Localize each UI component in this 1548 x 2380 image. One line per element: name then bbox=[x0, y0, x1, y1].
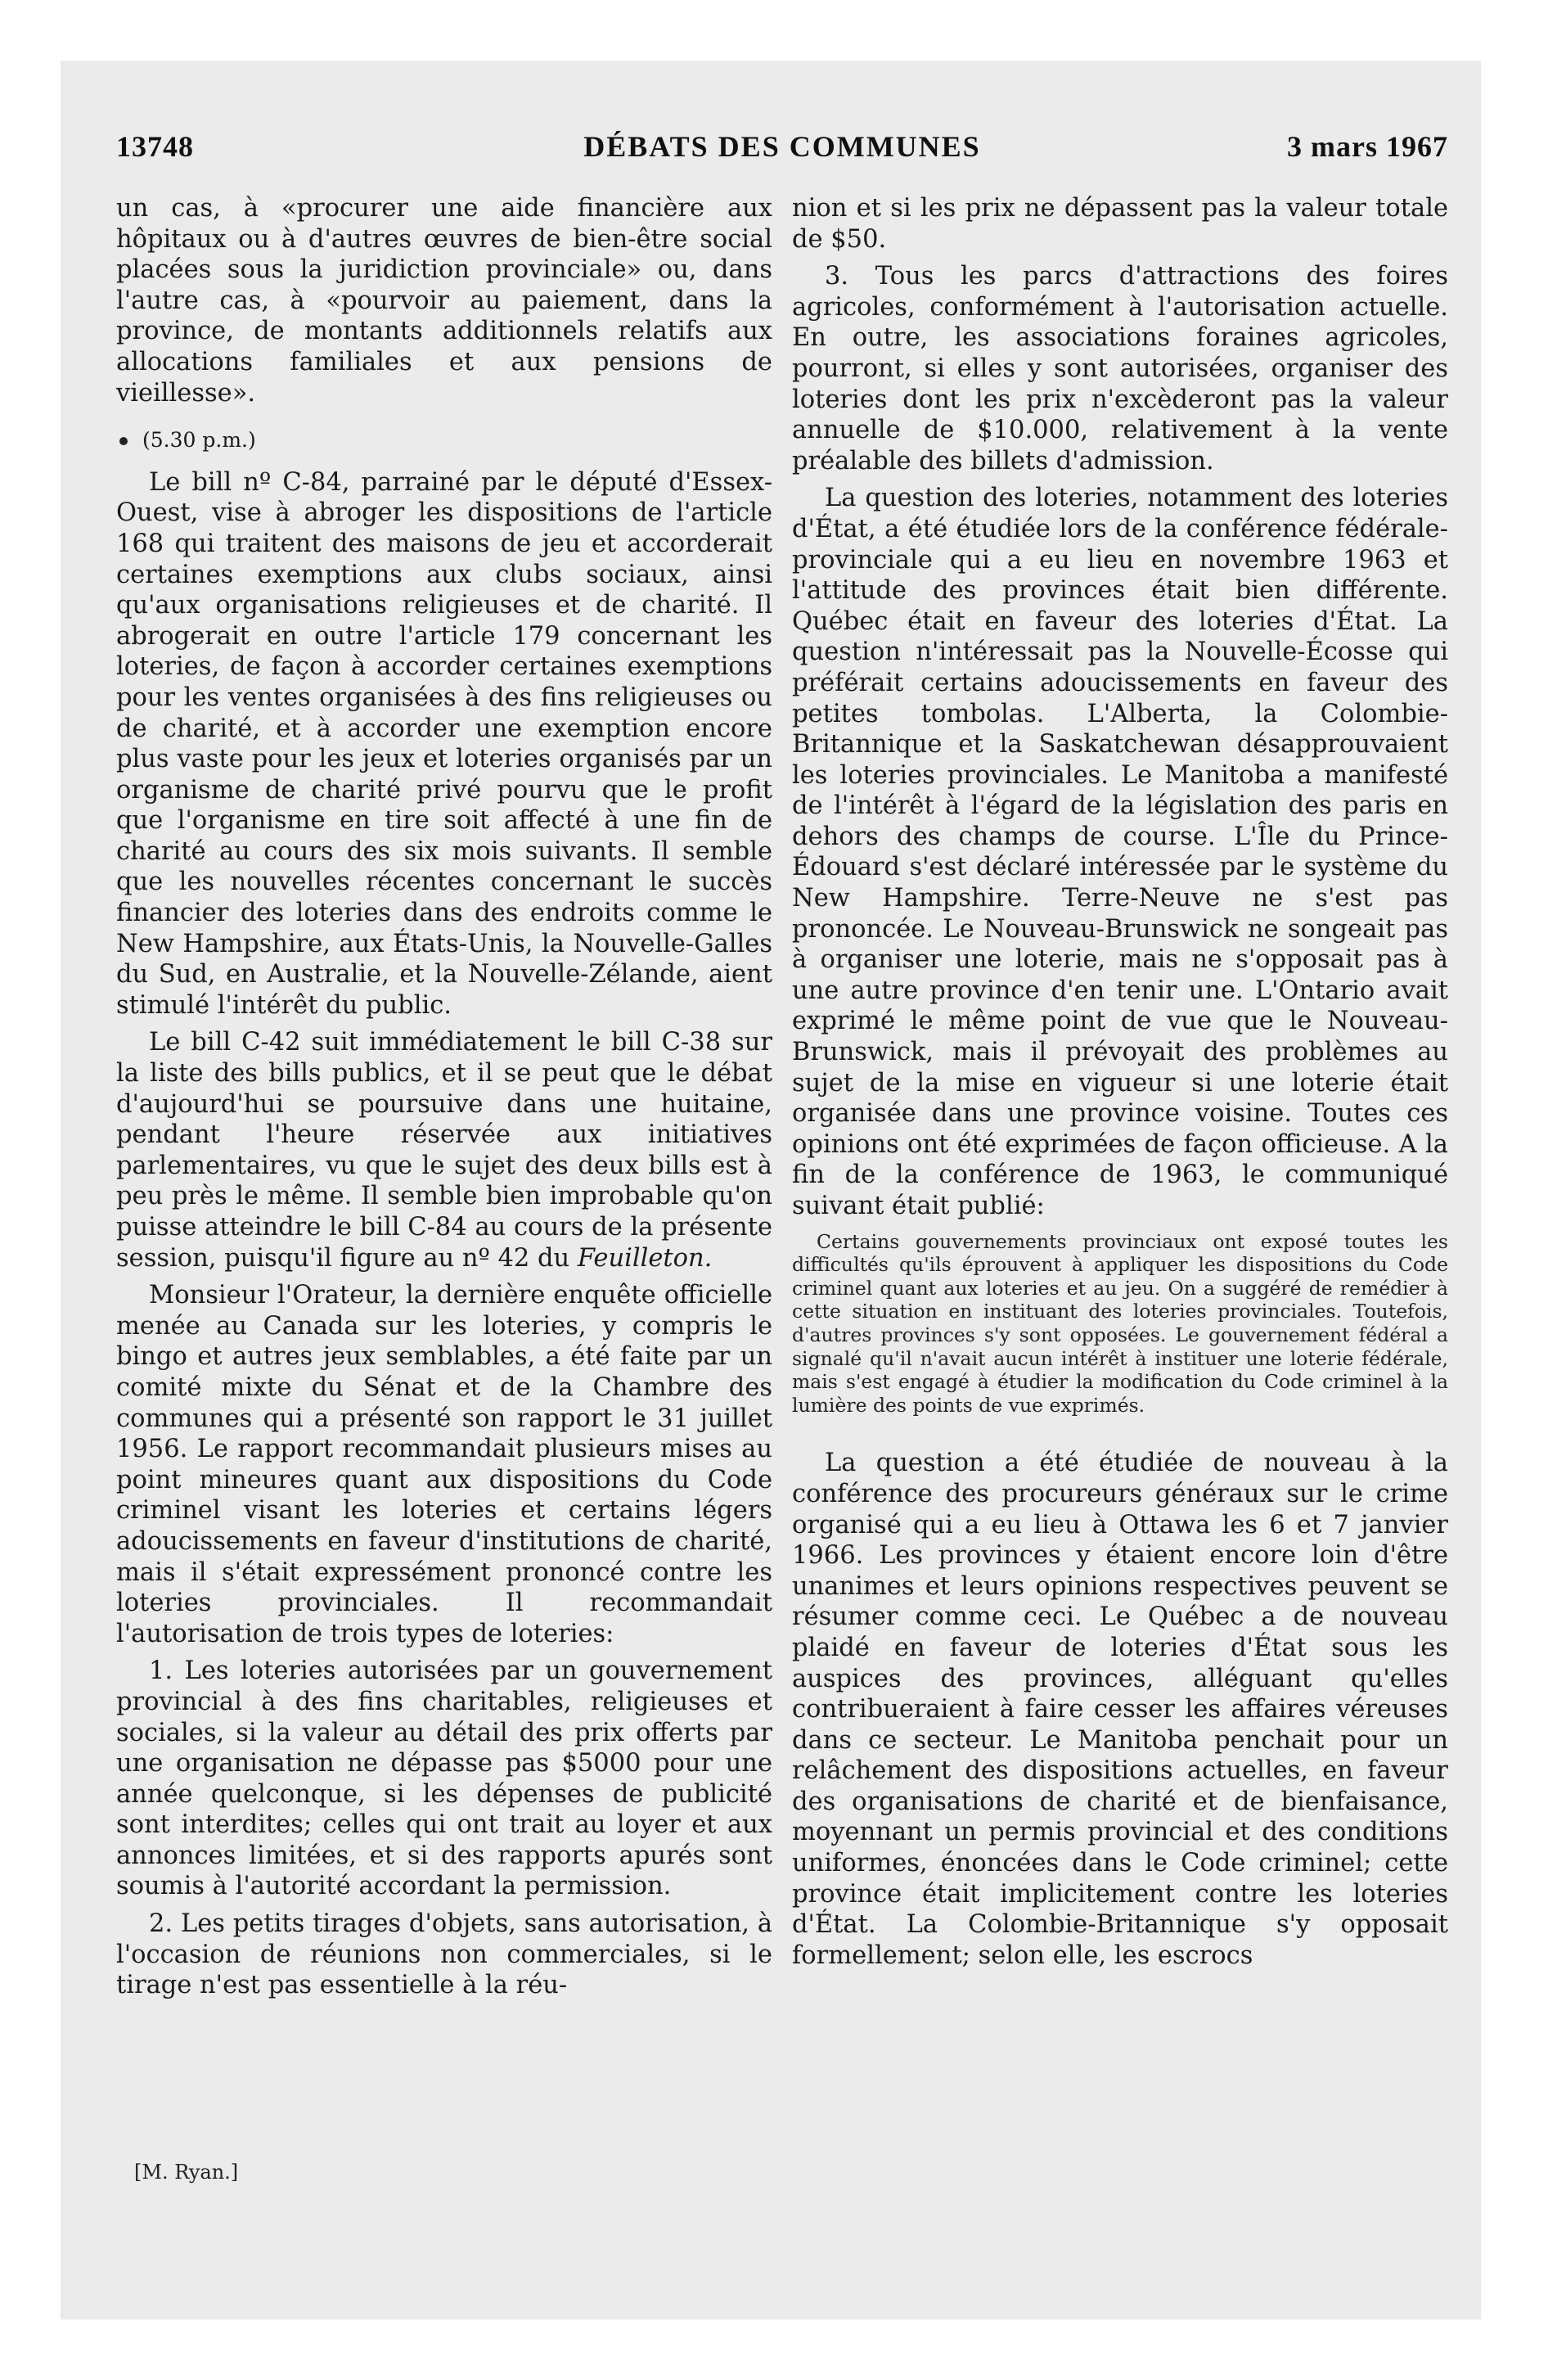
block-quote: Certains gouvernements provinciaux ont exposé toutes les difficultés qu'ils éprouvent à appliquer les dispositions du Code criminel quant aux loteries et au jeu. On a suggéré de remédier à cette situation en instituant des loteries provinciales. Toutefois, d'autres provinces s'y sont opposées. Le gouvernement fédéral a signalé qu'il n'avait aucun intérêt à instituer une loterie fédérale, mais s'est engagé à étudier la modification du Code criminel à la lumière des points de vue exprimés. bbox=[792, 1229, 1448, 1417]
list-item: nion et si les prix ne dépassent pas la valeur totale de $50. bbox=[792, 194, 1448, 254]
left-column bbox=[116, 193, 772, 2008]
paragraph: Le bill nº C-84, parrainé par le député d'Essex-Ouest, vise à abroger les dispositions de l'article 168 qui traitent des maisons de jeu et accorderait certaines exemptions aux clubs sociaux, ainsi qu'aux organisations religieuses et de charité. Il abrogerait en outre l'article 179 concernant les loteries, de façon à accorder certaines exemptions pour les ventes organisées à des fins religieuses ou de charité, et à accorder une exemption encore plus vaste pour les jeux et loteries organisés par un organisme de charité privé pourvu que le profit que l'organisme en tire soit affecté à une fin de charité au cours des six mois suivants. Il semble que les nouvelles récentes concernant le succès financier des loteries dans des endroits comme le New Hampshire, aux États-Unis, la Nouvelle-Galles du Sud, en Australie, et la Nouvelle-Zélande, aient stimulé l'intérêt du public. bbox=[116, 467, 772, 1020]
paragraph: La question des loteries, notamment des loteries d'État, a été étudiée lors de la conférence fédérale-provinciale qui a eu lieu en novembre 1963 et l'attitude des provinces était bien différente. Québec était en faveur des loteries d'État. La question n'intéressait pas la Nouvelle-Écosse qui préférait certains adoucissements en faveur des petites tombolas. L'Alberta, la Colombie-Britannique et la Saskatchewan désapprouvaient les loteries provinciales. Le Manitoba a manifesté de l'intérêt à l'égard de la législation des paris en dehors des champs de course. L'Île du Prince-Édouard s'est déclaré intéressée par le système du New Hampshire. Terre-Neuve ne s'est pas prononcée. Le Nouveau-Brunswick ne songeait pas à organiser une loterie, mais ne s'opposait pas à une autre province d'en tenir une. L'Ontario avait exprimé le même point de vue que le Nouveau-Brunswick, mais il prévoyait des problèmes au sujet de la mise en vigueur si une loterie était organisée dans une province voisine. Toutes ces opinions ont été exprimées de façon officieuse. A la fin de la conférence de 1963, le communiqué suivant était publié: bbox=[792, 484, 1448, 1220]
publication-title: DÉBATS DES COMMUNES bbox=[583, 130, 981, 163]
bullet-icon bbox=[119, 437, 128, 445]
page-number: 13748 bbox=[116, 130, 194, 163]
right-column bbox=[792, 193, 1448, 1977]
time-marker bbox=[116, 425, 772, 456]
list-item: 1. Les loteries autorisées par un gouvernement provincial à des fins charitables, religieuses et sociales, si la valeur au détail des prix offerts par une organisation ne dépasse pas $5000 pour une année quelconque, si les dépenses de publicité sont interdites; celles qui ont trait au loyer et aux annonces limitées, et si des rapports apurés sont soumis à l'autorité accordant la permission. bbox=[116, 1657, 772, 1901]
issue-date: 3 mars 1967 bbox=[1287, 130, 1448, 163]
list-item: 2. Les petits tirages d'objets, sans autorisation, à l'occasion de réunions non commerciales, si le tirage n'est pas essentielle à la réu- bbox=[116, 1909, 772, 2000]
speaker-signature: [M. Ryan.] bbox=[134, 2161, 239, 2184]
paragraph bbox=[116, 1027, 772, 1273]
paragraph: La question a été étudiée de nouveau à la conférence des procureurs généraux sur le crime organisé qui a eu lieu à Ottawa les 6 et 7 janvier 1966. Les provinces y étaient encore loin d'être unanimes et leurs opinions respectives peuvent se résumer comme ceci. Le Québec a de nouveau plaidé en faveur de loteries d'État sous les auspices des provinces, alléguant qu'elles contribueraient à faire cesser les affaires véreuses dans ce secteur. Le Manitoba penchait pour un relâchement des dispositions actuelles, en faveur des organisations de charité et de bienfaisance, moyennant un permis provincial et des conditions uniformes, énoncées dans le Code criminel; cette province était implicitement contre les loteries d'État. La Colombie-Britannique s'y opposait formellement; selon elle, les escrocs bbox=[792, 1449, 1448, 1970]
paragraph-text: Le bill C-42 suit immédiatement le bill C-38 sur la liste des bills publics, et il se peut que le débat d'aujourd'hui se poursuive dans une huitaine, pendant l'heure réservée aux initiatives parlementaires, vu que le sujet des deux bills est à peu près le même. Il semble bien improbable qu'on puisse atteindre le bill C-84 au cours de la présente session, puisqu'il figure au nº 42 du bbox=[116, 1028, 772, 1273]
paragraph: un cas, à «procurer une aide financière aux hôpitaux ou à d'autres œuvres de bien-être social placées sous la juridiction provinciale» ou, dans l'autre cas, à «pourvoir au paiement, dans la province, de montants additionnels relatifs aux allocations familiales et aux pensions de vieillesse». bbox=[116, 194, 772, 408]
feuilleton-ref: Feuilleton. bbox=[577, 1243, 713, 1273]
page-header bbox=[116, 129, 1448, 170]
time-stamp: (5.30 p.m.) bbox=[142, 428, 256, 453]
paragraph: Monsieur l'Orateur, la dernière enquête officielle menée au Canada sur les loteries, y compris le bingo et autres jeux semblables, a été faite par un comité mixte du Sénat et de la Chambre des communes qui a présenté son rapport le 31 juillet 1956. Le rapport recommandait plusieurs mises au point mineures quant aux dispositions du Code criminel visant les loteries et certains légers adoucissements en faveur d'institutions de charité, mais il s'était expressément prononcé contre les loteries provinciales. Il recommandait l'autorisation de trois types de loteries: bbox=[116, 1281, 772, 1648]
list-item: 3. Tous les parcs d'attractions des foires agricoles, conformément à l'autorisation actuelle. En outre, les associations foraines agricoles, pourront, si elles y sont autorisées, organiser des loteries dont les prix n'excèderont pas la valeur annuelle de $10.000, relativement à la vente préalable des billets d'admission. bbox=[792, 262, 1448, 476]
